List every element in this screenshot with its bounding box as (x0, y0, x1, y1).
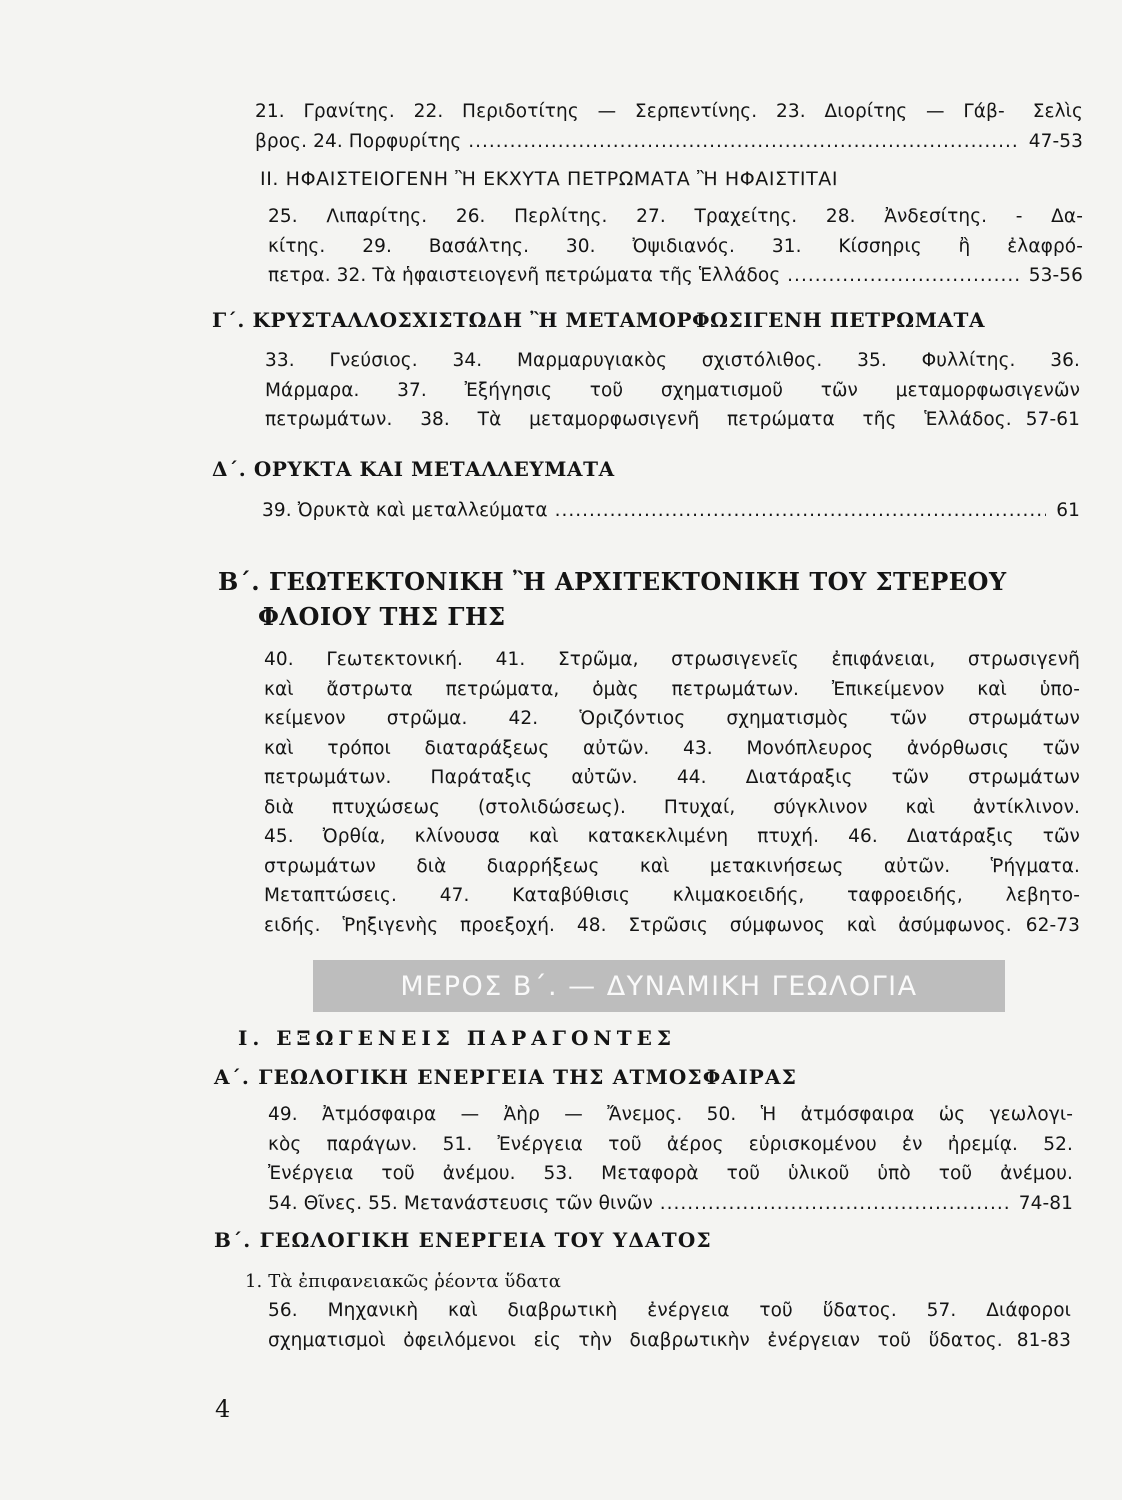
toc-text: βρος. 24. Πορφυρίτης ..... (255, 127, 1019, 157)
toc-line: Μάρμαρα. 37. Ἐξήγησις τοῦ σχηματισμοῦ τῶν μεταμορφωσιγενῶν (265, 379, 1080, 401)
toc-line (255, 97, 1083, 127)
toc-section-a-atm (268, 1100, 1073, 1218)
toc-text: ειδής. Ῥηξιγενὴς προεξοχή. 48. Στρῶσις σύμφωνος καὶ ἀσύμφωνος. (264, 914, 1012, 936)
section-heading: II. ΗΦΑΙΣΤΕΙΟΓΕΝΗ Ἢ ΕΚΧΥΤΑ ΠΕΤΡΩΜΑΤΑ Ἢ ΗΦΑΙΣΤΙΤΑΙ (260, 168, 839, 190)
toc-page-range: 81-83 (1016, 1329, 1071, 1351)
toc-text: πετρα. 32. Τὰ ἡφαιστειογενῆ πετρώματα τῆς Ἑλλάδος ..... (268, 261, 1019, 291)
section-heading-cont: ΦΛΟΙΟΥ ΤΗΣ ΓΗΣ (258, 602, 506, 631)
toc-line: στρωμάτων διὰ διαρρήξεως καὶ μετακινήσεως αὐτῶν. Ῥήγματα. (264, 855, 1080, 877)
toc-page-range: 53-56 (1028, 265, 1083, 286)
part-banner: ΜΕΡΟΣ Β΄. — ΔΥΝΑΜΙΚΗ ΓΕΩΛΟΓΙΑ (313, 960, 1005, 1012)
toc-section-g (265, 346, 1080, 435)
toc-line (255, 127, 1083, 157)
section-heading: Γ΄. ΚΡΥΣΤΑΛΛΟΣΧΙΣΤΩΔΗ Ἢ ΜΕΤΑΜΟΡΦΩΣΙΓΕΝΗ ΠΕΤΡΩΜΑΤΑ (212, 308, 986, 332)
toc-line: 45. Ὀρθία, κλίνουσα καὶ κατακεκλιμένη πτυχή. 46. Διατάραξις τῶν (264, 826, 1080, 847)
toc-text: 21. Γρανίτης. 22. Περιδοτίτης — Σερπεντίνης. 23. Διορίτης — Γάβ- (255, 101, 1005, 122)
subsection-heading: 1. Τὰ ἐπιφανειακῶς ῥέοντα ὕδατα (245, 1271, 561, 1292)
toc-line: διὰ πτυχώσεως (στολιδώσεως). Πτυχαί, σύγκλινον καὶ ἀντίκλινον. (264, 796, 1080, 818)
toc-page-range: 57-61 (1025, 409, 1080, 430)
toc-line (264, 911, 1080, 941)
toc-section-ii (268, 202, 1083, 291)
toc-line: καὶ ἄστρωτα πετρώματα, ὁμὰς πετρωμάτων. Ἐπικείμενον καὶ ὑπο- (264, 678, 1080, 700)
toc-line: 49. Ἀτμόσφαιρα — Ἀὴρ — Ἄνεμος. 50. Ἡ ἀτμόσφαιρα ὡς γεωλογι- (268, 1104, 1073, 1125)
toc-line (268, 261, 1083, 291)
toc-top (255, 97, 1083, 156)
toc-line: 25. Λιπαρίτης. 26. Περλίτης. 27. Τραχείτης. 28. Ἀνδεσίτης. - Δα- (268, 206, 1083, 227)
toc-page-range: 74-81 (1018, 1192, 1073, 1214)
toc-line: καὶ τρόποι διαταράξεως αὐτῶν. 43. Μονόπλευρος ἀνόρθωσις τῶν (264, 737, 1080, 759)
toc-text: 54. Θῖνες. 55. Μετανάστευσις τῶν θινῶν ..... (268, 1189, 1009, 1219)
toc-line (268, 1326, 1071, 1356)
toc-page-range: 47-53 (1028, 130, 1083, 152)
toc-line: 40. Γεωτεκτονική. 41. Στρῶμα, στρωσιγενεῖς ἐπιφάνειαι, στρωσιγενῆ (264, 649, 1080, 670)
toc-line (262, 496, 1080, 526)
toc-line: 56. Μηχανικὴ καὶ διαβρωτικὴ ἐνέργεια τοῦ ὕδατος. 57. Διάφοροι (268, 1300, 1071, 1321)
toc-section-d (262, 496, 1080, 526)
section-heading: Δ΄. ΟΡΥΚΤΑ ΚΑΙ ΜΕΤΑΛΛΕΥΜΑΤΑ (212, 457, 615, 481)
toc-page-range: 62-73 (1025, 914, 1080, 936)
column-header-page: Σελὶς (1032, 101, 1083, 122)
section-heading: Β΄. ΓΕΩΤΕΚΤΟΝΙΚΗ Ἢ ΑΡΧΙΤΕΚΤΟΝΙΚΗ ΤΟΥ ΣΤΕΡΕΟΥ (218, 567, 1007, 596)
toc-line: κίτης. 29. Βασάλτης. 30. Ὀψιδιανός. 31. Κίσσηρις ἢ ἐλαφρό- (268, 235, 1083, 257)
toc-line: Μεταπτώσεις. 47. Καταβύθισις κλιμακοειδής, ταφροειδής, λεβητο- (264, 885, 1080, 906)
toc-page-range: 61 (1056, 500, 1080, 521)
toc-text: σχηματισμοὶ ὀφειλόμενοι εἰς τὴν διαβρωτικὴν ἐνέργειαν τοῦ ὕδατος. (268, 1329, 1003, 1351)
toc-line: πετρωμάτων. Παράταξις αὐτῶν. 44. Διατάραξις τῶν στρωμάτων (264, 767, 1080, 788)
toc-text: πετρωμάτων. 38. Τὰ μεταμορφωσιγενῆ πετρώματα τῆς Ἑλλάδος. (265, 409, 1012, 430)
page-number: 4 (215, 1395, 231, 1423)
section-heading: Α΄. ΓΕΩΛΟΓΙΚΗ ΕΝΕΡΓΕΙΑ ΤΗΣ ΑΤΜΟΣΦΑΙΡΑΣ (214, 1065, 798, 1089)
section-heading: I. ΕΞΩΓΕΝΕΙΣ ΠΑΡΑΓΟΝΤΕΣ (238, 1026, 676, 1050)
toc-line: κὸς παράγων. 51. Ἐνέργεια τοῦ ἀέρος εὑρισκομένου ἐν ἠρεμίᾳ. 52. (268, 1133, 1073, 1155)
toc-line (268, 1189, 1073, 1219)
toc-section-b-geotect (264, 645, 1080, 940)
toc-line: Ἐνέργεια τοῦ ἀνέμου. 53. Μεταφορὰ τοῦ ὑλικοῦ ὑπὸ τοῦ ἀνέμου. (268, 1163, 1073, 1184)
toc-line (265, 405, 1080, 435)
section-heading: Β΄. ΓΕΩΛΟΓΙΚΗ ΕΝΕΡΓΕΙΑ ΤΟΥ ΥΔΑΤΟΣ (214, 1228, 712, 1252)
toc-line: 33. Γνεύσιος. 34. Μαρμαρυγιακὸς σχιστόλιθος. 35. Φυλλίτης. 36. (265, 350, 1080, 371)
toc-section-b-water (268, 1296, 1071, 1355)
toc-text: 39. Ὀρυκτὰ καὶ μεταλλεύματα ..... (262, 496, 1046, 526)
toc-line: κείμενον στρῶμα. 42. Ὁριζόντιος σχηματισμὸς τῶν στρωμάτων (264, 708, 1080, 729)
